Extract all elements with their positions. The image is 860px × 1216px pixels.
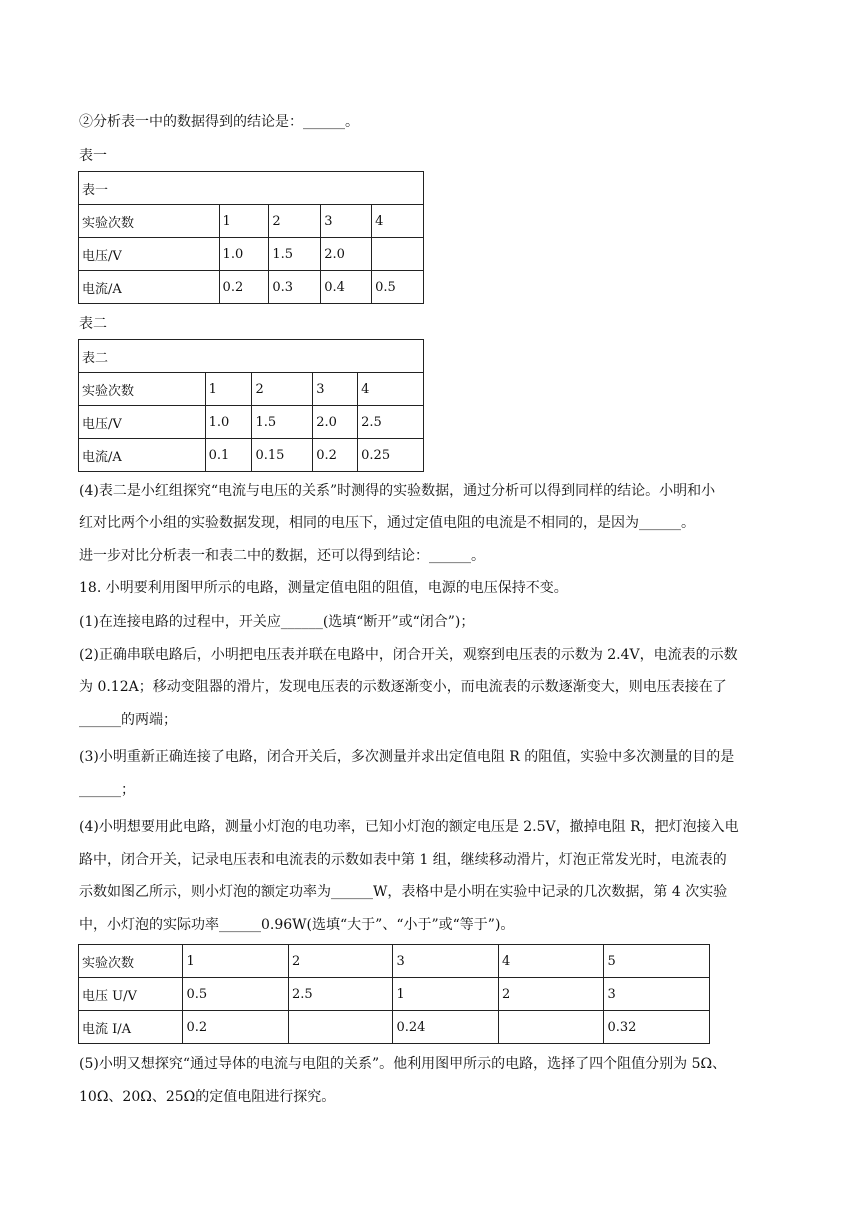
table-cell: 2.0 (321, 238, 372, 271)
table-cell: 0.4 (321, 271, 372, 304)
table-cell: 0.1 (205, 439, 252, 472)
table-cell: 0.3 (269, 271, 321, 304)
table-cell: 2 (269, 205, 321, 238)
table1-title: 表一 (79, 172, 424, 205)
table-cell: 4 (358, 373, 424, 406)
table-row (79, 978, 710, 1011)
table-row (79, 945, 710, 978)
q18-p4-line1: (4)小明想要用此电路，测量小灯泡的电功率，已知小灯泡的额定电压是 2.5V，撤掉电阻 R，把灯泡接入电 (79, 819, 739, 835)
table-cell: 0.24 (393, 1011, 499, 1044)
table-row (79, 373, 424, 406)
table-cell: 4 (498, 945, 604, 978)
table-cell (498, 1011, 604, 1044)
q18-intro: 18. 小明要利用图甲所示的电路，测量定值电阻的阻值，电源的电压保持不变。 (79, 580, 568, 596)
table-cell: 3 (313, 373, 358, 406)
table3 (78, 944, 710, 1044)
table-row (79, 439, 424, 472)
table-cell: 0.2 (183, 1011, 289, 1044)
q17-part4-line1: (4)表二是小红组探究“电流与电压的关系”时测得的实验数据，通过分析可以得到同样的结论。小明和小 (79, 483, 716, 499)
table-row (79, 406, 424, 439)
table-cell: 0.15 (252, 439, 313, 472)
table-cell: 1.5 (252, 406, 313, 439)
q18-p2-line1: (2)正确串联电路后，小明把电压表并联在电路中，闭合开关，观察到电压表的示数为 2.4V，电流表的示数 (79, 647, 738, 663)
table-cell: 1 (205, 373, 252, 406)
table-cell: 1.0 (219, 238, 269, 271)
table-cell: 2 (498, 978, 604, 1011)
q18-p3-line2: ______； (79, 782, 135, 798)
table-cell: 1.0 (205, 406, 252, 439)
table-row (79, 205, 424, 238)
table-cell: 5 (604, 945, 710, 978)
q18-p2-line2: 为 0.12A；移动变阻器的滑片，发现电压表的示数逐渐变小，而电流表的示数逐渐变大，则电压表接在了 (79, 679, 727, 695)
table-cell: 1 (393, 978, 499, 1011)
q18-p5-line2: 10Ω、20Ω、25Ω的定值电阻进行探究。 (79, 1089, 336, 1105)
table1 (78, 171, 424, 304)
table-cell: 0.2 (219, 271, 269, 304)
table-cell: 电压/V (79, 238, 220, 271)
table-cell: 实验次数 (79, 205, 220, 238)
table-cell: 实验次数 (79, 373, 206, 406)
table-cell: 电流/A (79, 271, 220, 304)
table-cell: 电流/A (79, 439, 206, 472)
table-cell: 电流 I/A (79, 1011, 183, 1044)
table-cell: 3 (321, 205, 372, 238)
table2-caption: 表二 (79, 316, 107, 332)
table-cell: 2 (252, 373, 313, 406)
table-cell: 1 (183, 945, 289, 978)
table-row (79, 1011, 710, 1044)
q18-p1: (1)在连接电路的过程中，开关应______(选填“断开”或“闭合”)； (79, 614, 475, 630)
table-cell: 2 (288, 945, 392, 978)
table-cell (372, 238, 424, 271)
table-cell: 1 (219, 205, 269, 238)
table-cell: 电压/V (79, 406, 206, 439)
table-cell: 0.2 (313, 439, 358, 472)
table-row (79, 271, 424, 304)
table-cell: 2.0 (313, 406, 358, 439)
q18-p4-line2: 路中，闭合开关，记录电压表和电流表的示数如表中第 1 组，继续移动滑片，灯泡正常发光时，电流表的 (79, 852, 727, 868)
table1-caption: 表一 (79, 148, 107, 164)
q18-p5-line1: (5)小明又想探究“通过导体的电流与电阻的关系”。他利用图甲所示的电路，选择了四个阻值分别为 5Ω、 (79, 1056, 727, 1072)
table-cell: 2.5 (358, 406, 424, 439)
table2 (78, 339, 424, 472)
table-cell: 0.5 (372, 271, 424, 304)
table-cell: 1.5 (269, 238, 321, 271)
table-cell: 实验次数 (79, 945, 183, 978)
table-row (79, 238, 424, 271)
q17-part2: ②分析表一中的数据得到的结论是：______。 (79, 114, 359, 130)
q18-p3-line1: (3)小明重新正确连接了电路，闭合开关后，多次测量并求出定值电阻 R 的阻值，实验中多次测量的目的是 (79, 749, 735, 765)
q18-p4-line4: 中，小灯泡的实际功率______0.96W(选填“大于”、“小于”或“等于”)。 (79, 917, 515, 933)
table-cell: 3 (604, 978, 710, 1011)
table-cell: 0.32 (604, 1011, 710, 1044)
q18-p2-line3: ______的两端； (79, 712, 177, 728)
q17-part4-line3: 进一步对比分析表一和表二中的数据，还可以得到结论：______。 (79, 548, 485, 564)
table-cell: 电压 U/V (79, 978, 183, 1011)
table-cell: 3 (393, 945, 499, 978)
table-cell: 0.25 (358, 439, 424, 472)
q18-p4-line3: 示数如图乙所示，则小灯泡的额定功率为______W，表格中是小明在实验中记录的几次数据，第 4 次实验 (79, 884, 728, 900)
table-cell: 2.5 (288, 978, 392, 1011)
q17-part4-line2: 红对比两个小组的实验数据发现，相同的电压下，通过定值电阻的电流是不相同的，是因为______。 (79, 515, 695, 531)
table-cell: 0.5 (183, 978, 289, 1011)
table2-title: 表二 (79, 340, 424, 373)
table-cell (288, 1011, 392, 1044)
table-cell: 4 (372, 205, 424, 238)
